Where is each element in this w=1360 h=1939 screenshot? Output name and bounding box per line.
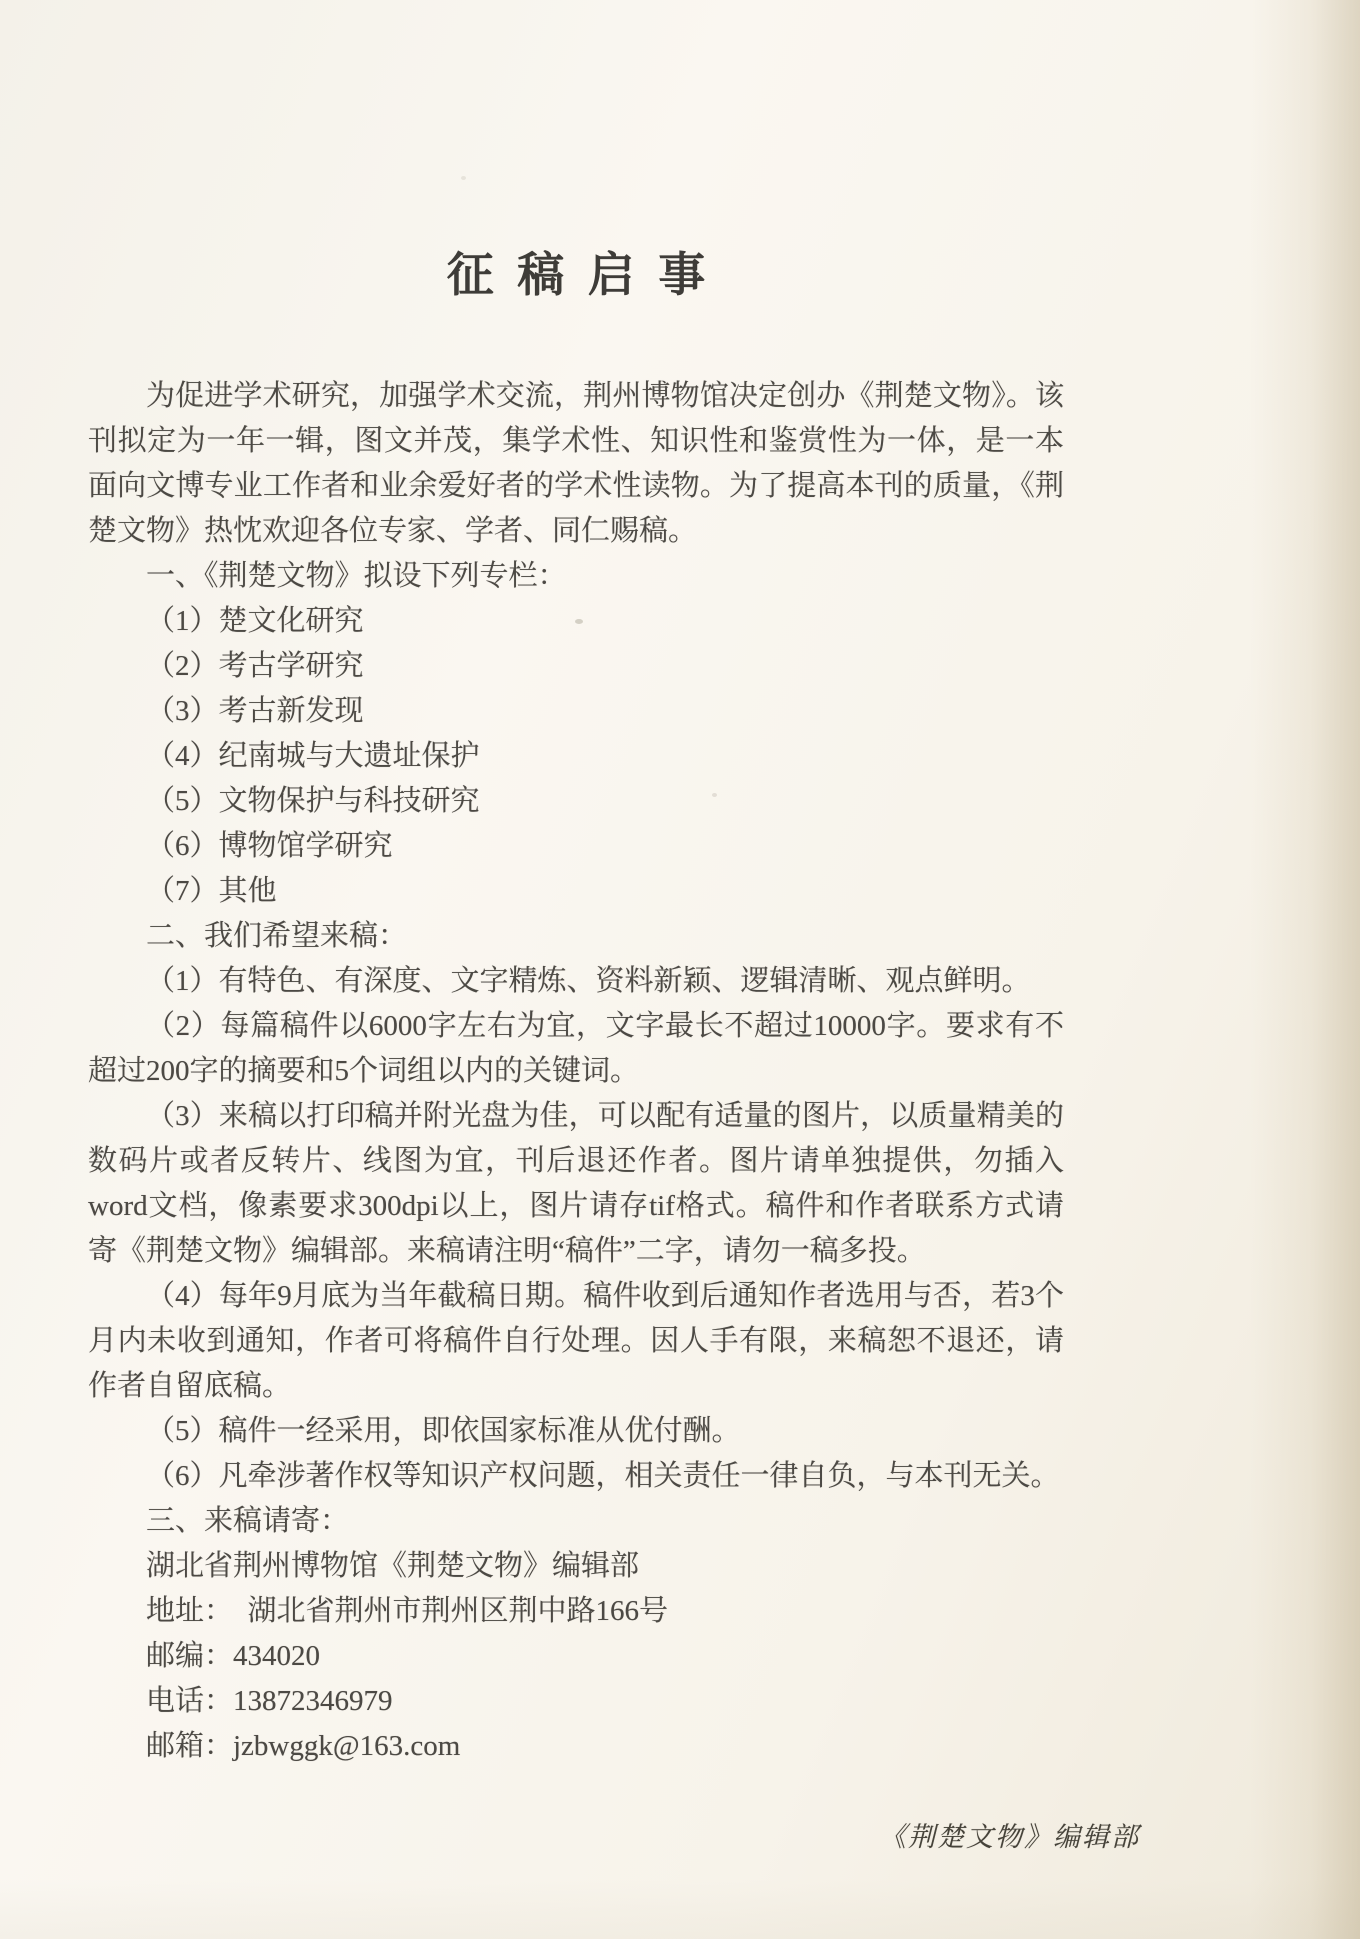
submission-guideline: （1）有特色、有深度、文字精炼、资料新颖、逻辑清晰、观点鲜明。: [146, 965, 1031, 998]
intro-paragraph: 为促进学术研究，加强学术交流，荆州博物馆决定创办《荆楚文物》。该刊拟定为一年一辑，图文并茂，集学术性、知识性和鉴赏性为一体，是一本面向文博专业工作者和业余爱好者的学术性读物。为了提高本刊的质量，《荆楚文物》热忱欢迎各位专家、学者、同仁赐稿。: [88, 380, 1064, 548]
contact-line-email: 邮箱：jzbwggk@163.com: [146, 1730, 461, 1763]
submission-guideline: （4）每年9月底为当年截稿日期。稿件收到后通知作者选用与否，若3个月内未收到通知，作者可将稿件自行处理。因人手有限，来稿恕不退还，请作者自留底稿。: [88, 1280, 1064, 1403]
submission-guideline: （6）凡牵涉著作权等知识产权问题，相关责任一律自负，与本刊无关。: [146, 1460, 1060, 1493]
submission-guideline: （5）稿件一经采用，即依国家标准从优付酬。: [146, 1415, 741, 1448]
contact-line-address: 地址： 湖北省荆州市荆州区荆中路166号: [146, 1595, 669, 1628]
contact-line-postcode: 邮编：434020: [146, 1640, 321, 1673]
section1-heading: 一、《荆楚文物》拟设下列专栏：: [146, 560, 567, 593]
contact-line-phone: 电话：13872346979: [146, 1685, 393, 1718]
column-item: （3）考古新发现: [146, 695, 364, 728]
section2-heading: 二、我们希望来稿：: [146, 920, 408, 953]
document-body: [88, 374, 1064, 1769]
column-item: （7）其他: [146, 875, 277, 908]
scan-speck: [461, 176, 466, 180]
column-item: （2）考古学研究: [146, 650, 364, 683]
page-edge-shadow: [1250, 0, 1360, 1939]
page-bottom-shadow: [0, 1879, 1360, 1939]
page-title: 征稿启事: [446, 250, 729, 302]
editorial-signature: 《荆楚文物》编辑部: [879, 1822, 1140, 1853]
contact-line-department: 湖北省荆州博物馆《荆楚文物》编辑部: [146, 1550, 640, 1583]
column-item: （4）纪南城与大遗址保护: [146, 740, 480, 773]
column-item: （1）楚文化研究: [146, 605, 364, 638]
column-item: （5）文物保护与科技研究: [146, 785, 480, 818]
submission-guideline: （2）每篇稿件以6000字左右为宜，文字最长不超过10000字。要求有不超过200字的摘要和5个词组以内的关键词。: [88, 1010, 1064, 1088]
section3-heading: 三、来稿请寄：: [146, 1505, 350, 1538]
submission-guideline: （3）来稿以打印稿并附光盘为佳，可以配有适量的图片，以质量精美的数码片或者反转片、线图为宜，刊后退还作者。图片请单独提供，勿插入word文档，像素要求300dpi以上，图片请存tif格式。稿件和作者联系方式请寄《荆楚文物》编辑部。来稿请注明“稿件”二字，请勿一稿多投。: [88, 1100, 1064, 1268]
column-item: （6）博物馆学研究: [146, 830, 393, 863]
